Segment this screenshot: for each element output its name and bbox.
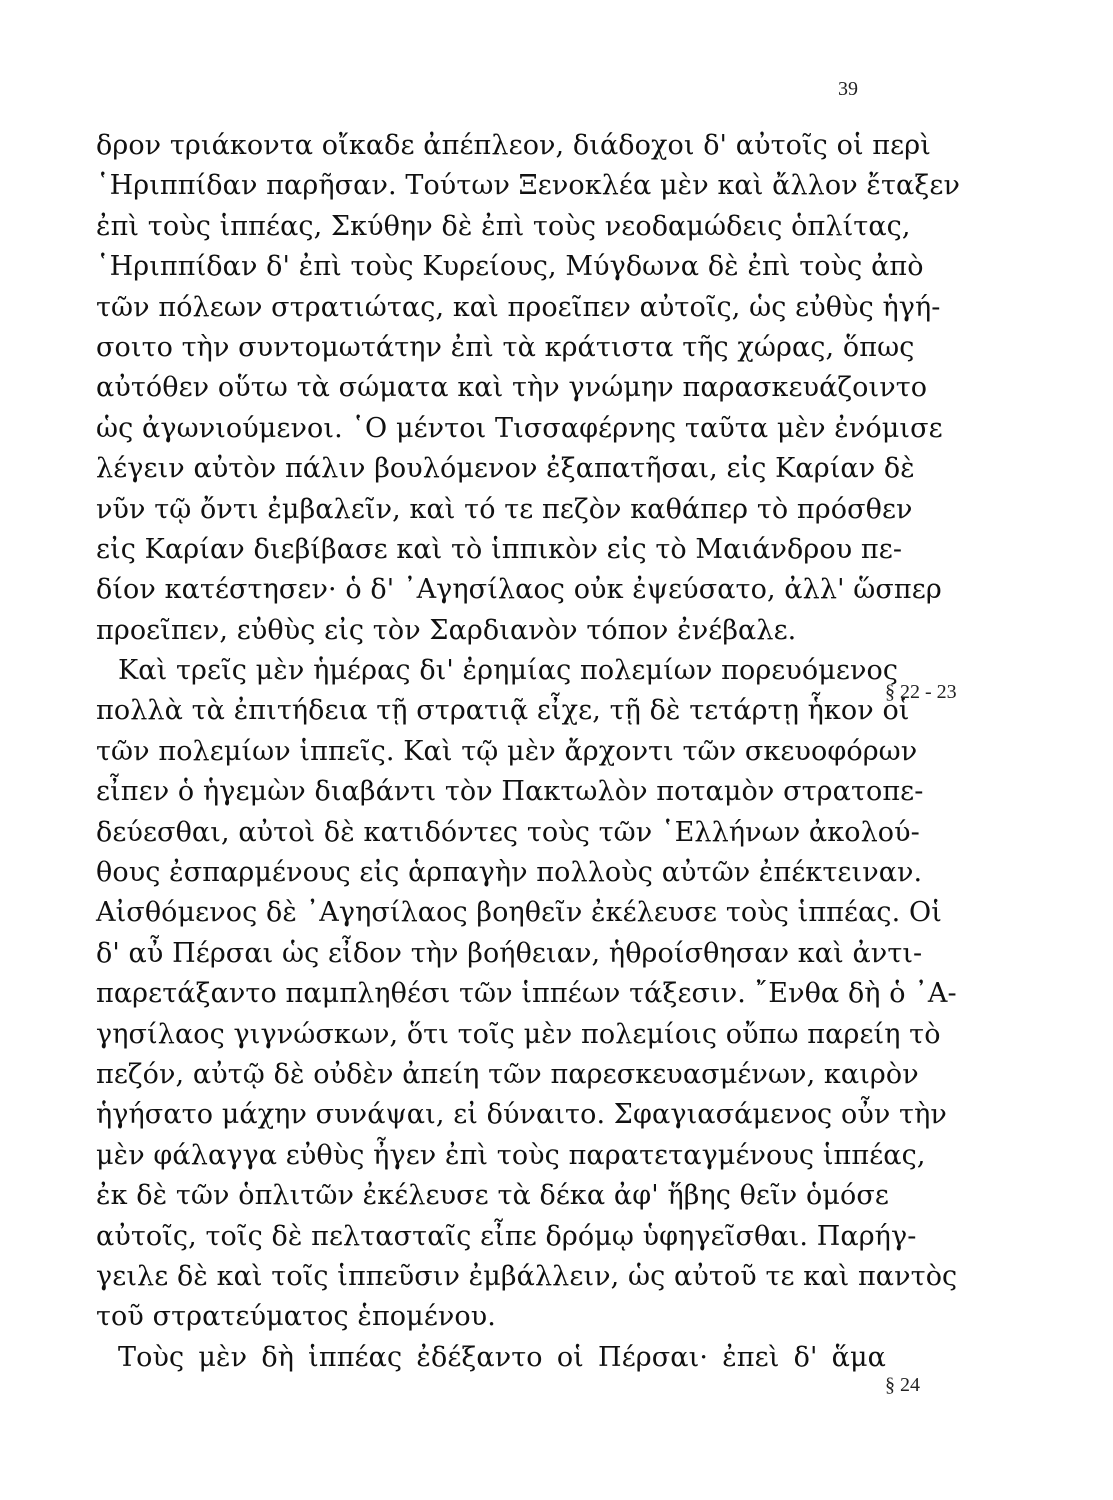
text-line: αὐτόθεν οὕτω τὰ σώματα καὶ τὴν γνώμην παρασκευάζοιντο — [96, 372, 928, 404]
text-line: Αἰσθόμενος δὲ ᾿Αγησίλαος βοηθεῖν ἐκέλευσε τοὺς ἱππέας. Οἱ — [96, 897, 942, 929]
section-marker-22-23: § 22 - 23 — [885, 681, 957, 703]
page-number: 39 — [838, 78, 858, 100]
text-line: ἐπὶ τοὺς ἱππέας, Σκύθην δὲ ἐπὶ τοὺς νεοδαμώδεις ὁπλίτας, — [96, 210, 911, 242]
text-line: γησίλαος γιγνώσκων, ὅτι τοῖς μὲν πολεμίοις οὔπω παρείη τὸ — [96, 1018, 941, 1050]
text-line: γειλε δὲ καὶ τοῖς ἱππεῦσιν ἐμβάλλειν, ὡς αὐτοῦ τε καὶ παντὸς — [96, 1260, 958, 1292]
text-line: ἐκ δὲ τῶν ὁπλιτῶν ἐκέλευσε τὰ δέκα ἀφ' ἥβης θεῖν ὁμόσε — [96, 1180, 889, 1212]
text-line: ἡγήσατο μάχην συνάψαι, εἰ δύναιτο. Σφαγιασάμενος οὖν τὴν — [96, 1099, 947, 1131]
text-line: νῦν τῷ ὄντι ἐμβαλεῖν, καὶ τό τε πεζὸν καθάπερ τὸ πρόσθεν — [96, 493, 913, 525]
text-line: ὡς ἀγωνιούμενοι. ῾Ο μέντοι Τισσαφέρνης ταῦτα μὲν ἐνόμισε — [96, 412, 943, 444]
text-line: λέγειν αὐτὸν πάλιν βουλόμενον ἐξαπατῆσαι, εἰς Καρίαν δὲ — [96, 453, 915, 485]
text-line: εἰς Καρίαν διεβίβασε καὶ τὸ ἱππικὸν εἰς τὸ Μαιάνδρου πε- — [96, 533, 903, 565]
text-line: σοιτο τὴν συντομωτάτην ἐπὶ τὰ κράτιστα τῆς χώρας, ὅπως — [96, 331, 915, 363]
text-line: δρον τριάκοντα οἴκαδε ἀπέπλεον, διάδοχοι δ' αὐτοῖς οἱ περὶ — [96, 130, 931, 161]
text-line: ῾Ηριππίδαν δ' ἐπὶ τοὺς Κυρείους, Μύγδωνα δὲ ἐπὶ τοὺς ἀπὸ — [96, 251, 924, 283]
text-line: δεύεσθαι, αὐτοὶ δὲ κατιδόντες τοὺς τῶν ῾Ελλήνων ἀκολού- — [96, 816, 920, 848]
text-line: τῶν πολεμίων ἱππεῖς. Καὶ τῷ μὲν ἄρχοντι τῶν σκευοφόρων — [96, 735, 918, 767]
section-marker-24: § 24 — [885, 1374, 920, 1396]
paragraph-start-line: Καὶ τρεῖς μὲν ἡμέρας δι' ἐρημίας πολεμίων πορευόμενος — [118, 655, 899, 687]
text-line: δ' αὖ Πέρσαι ὡς εἶδον τὴν βοήθειαν, ἡθροίσθησαν καὶ ἀντι- — [96, 937, 923, 969]
text-line: εἶπεν ὁ ἡγεμὼν διαβάντι τὸν Πακτωλὸν ποταμὸν στρατοπε- — [96, 776, 924, 808]
text-line: δίον κατέστησεν· ὁ δ' ᾿Αγησίλαος οὐκ ἐψεύσατο, ἀλλ' ὥσπερ — [96, 574, 942, 606]
text-line: πολλὰ τὰ ἐπιτήδεια τῇ στρατιᾷ εἶχε, τῇ δὲ τετάρτῃ ἧκον οἱ — [96, 695, 910, 727]
paragraph-start-line: Τοὺς μὲν δὴ ἱππέας ἐδέξαντο οἱ Πέρσαι· ἐπεὶ δ' ἅμα — [118, 1341, 886, 1373]
text-line: προεῖπεν, εὐθὺς εἰς τὸν Σαρδιανὸν τόπον ἐνέβαλε. — [96, 614, 797, 646]
text-line: ῾Ηριππίδαν παρῆσαν. Τούτων Ξενοκλέα μὲν καὶ ἄλλον ἔταξεν — [96, 170, 960, 202]
text-line: αὐτοῖς, τοῖς δὲ πελτασταῖς εἶπε δρόμῳ ὑφηγεῖσθαι. Παρήγ- — [96, 1220, 917, 1252]
text-line: πεζόν, αὐτῷ δὲ οὐδὲν ἀπείη τῶν παρεσκευασμένων, καιρὸν — [96, 1058, 919, 1090]
text-line: παρετάξαντο παμπληθέσι τῶν ἱππέων τάξεσιν. ῎Ενθα δὴ ὁ ᾿Α- — [96, 978, 957, 1010]
text-line: τῶν πόλεων στρατιώτας, καὶ προεῖπεν αὐτοῖς, ὡς εὐθὺς ἡγή- — [96, 291, 941, 323]
text-line: μὲν φάλαγγα εὐθὺς ἦγεν ἐπὶ τοὺς παρατεταγμένους ἱππέας, — [96, 1139, 926, 1171]
text-line: θους ἐσπαρμένους εἰς ἁρπαγὴν πολλοὺς αὐτῶν ἐπέκτειναν. — [96, 857, 923, 889]
text-line: τοῦ στρατεύματος ἑπομένου. — [96, 1301, 496, 1333]
